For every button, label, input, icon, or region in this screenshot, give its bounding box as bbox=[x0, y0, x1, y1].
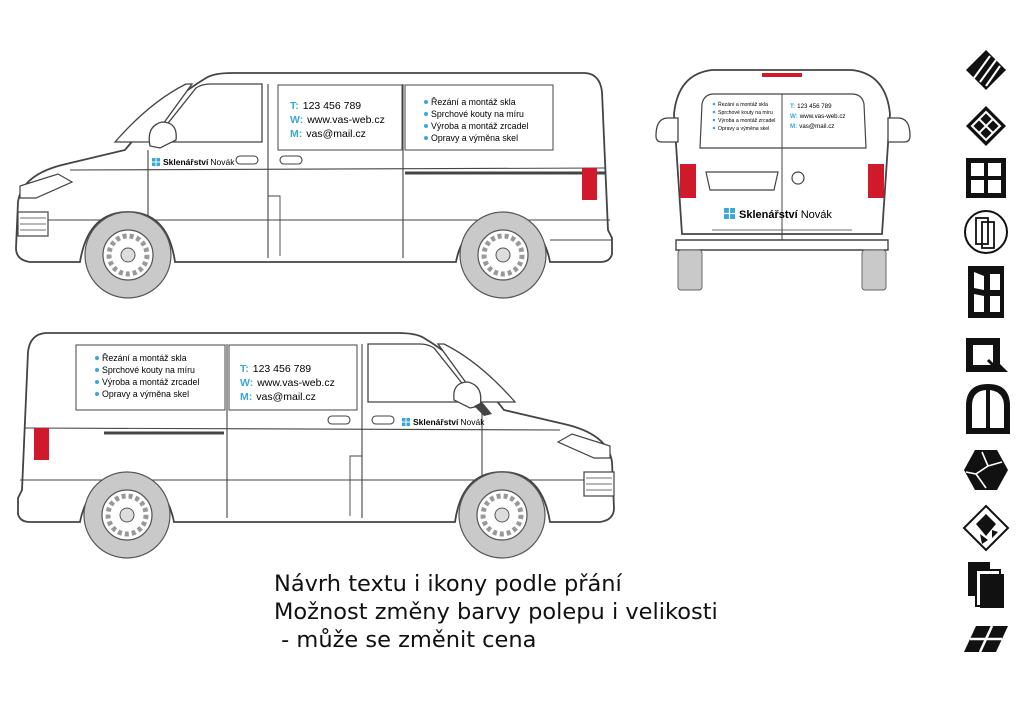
van-side-view-front-left bbox=[10, 70, 620, 305]
phone-label: T: bbox=[290, 100, 299, 112]
brand-logo bbox=[152, 157, 235, 167]
svg-text:SklenářstvíNovák: Sklenářství Novák bbox=[413, 417, 485, 427]
svg-text:Výroba a montáž zrcadel: Výroba a montáž zrcadel bbox=[718, 118, 776, 124]
design-note bbox=[274, 570, 718, 654]
wheel-rear bbox=[460, 212, 546, 298]
svg-text:SklenářstvíNovák: Sklenářství Novák bbox=[739, 209, 832, 221]
mail-label: M: bbox=[290, 128, 303, 140]
note-line-3: - může se změnit cena bbox=[274, 627, 537, 653]
brand-logo bbox=[402, 417, 485, 427]
diamond-grid-icon bbox=[966, 106, 1006, 146]
circle-panes-icon bbox=[965, 211, 1007, 253]
svg-text:Sprchové kouty na míru: Sprchové kouty na míru bbox=[718, 110, 773, 116]
service-item: Řezání a montáž skla bbox=[102, 353, 187, 363]
shattered-diamond-icon bbox=[964, 506, 1008, 550]
service-item: Opravy a výměna skel bbox=[102, 389, 190, 399]
svg-text:W:www.vas-web.cz: W: www.vas-web.cz bbox=[790, 113, 846, 120]
slanted-grid-icon bbox=[964, 626, 1008, 652]
web-value: www.vas-web.cz bbox=[307, 114, 385, 126]
svg-text:M:vas@mail.cz: M: vas@mail.cz bbox=[790, 123, 835, 130]
wheel-front bbox=[459, 472, 545, 558]
svg-text:T:123 456 789: T: 123 456 789 bbox=[240, 363, 312, 375]
open-window-icon bbox=[968, 266, 1004, 318]
note-line-2: Možnost změny barvy polepu i velikosti bbox=[274, 599, 718, 625]
diamond-stripes-icon bbox=[966, 50, 1006, 90]
service-item: Sprchové kouty na míru bbox=[431, 109, 524, 119]
service-item: Výroba a montáž zrcadel bbox=[431, 121, 529, 131]
svg-text:W:www.vas-web.cz: W: www.vas-web.cz bbox=[240, 377, 335, 389]
magnifier-frame-icon bbox=[966, 338, 1008, 372]
mail-value: vas@mail.cz bbox=[306, 128, 366, 140]
note-line-1: Návrh textu i ikony podle přání bbox=[274, 571, 622, 597]
svg-text:Opravy a výměna skel: Opravy a výměna skel bbox=[718, 126, 770, 132]
svg-text:Řezání a montáž skla: Řezání a montáž skla bbox=[718, 102, 768, 108]
van-rear-view bbox=[652, 64, 914, 296]
rear-brand-logo bbox=[724, 208, 832, 221]
broken-hexagon-icon bbox=[964, 450, 1008, 490]
window-frame-icon bbox=[966, 158, 1006, 198]
wheel-rear bbox=[84, 472, 170, 558]
svg-text:M:vas@mail.cz: M: vas@mail.cz bbox=[240, 391, 316, 403]
van-side-view-front-right bbox=[14, 330, 622, 562]
service-item: Výroba a montáž zrcadel bbox=[102, 377, 200, 387]
icon-column bbox=[960, 48, 1012, 658]
service-item: Řezání a montáž skla bbox=[431, 97, 516, 107]
svg-text:M:vas@mail.cz bbox=[290, 128, 366, 140]
service-item: Sprchové kouty na míru bbox=[102, 365, 195, 375]
stacked-panes-icon bbox=[968, 562, 1004, 608]
svg-text:T:123 456 789: T: 123 456 789 bbox=[790, 103, 832, 110]
svg-text:SklenářstvíNovák: Sklenářství Novák bbox=[163, 157, 235, 167]
wheel-front bbox=[85, 212, 171, 298]
phone-value: 123 456 789 bbox=[302, 100, 362, 112]
web-label: W: bbox=[290, 114, 304, 126]
arched-window-icon bbox=[966, 384, 1010, 434]
service-item: Opravy a výměna skel bbox=[431, 133, 519, 143]
